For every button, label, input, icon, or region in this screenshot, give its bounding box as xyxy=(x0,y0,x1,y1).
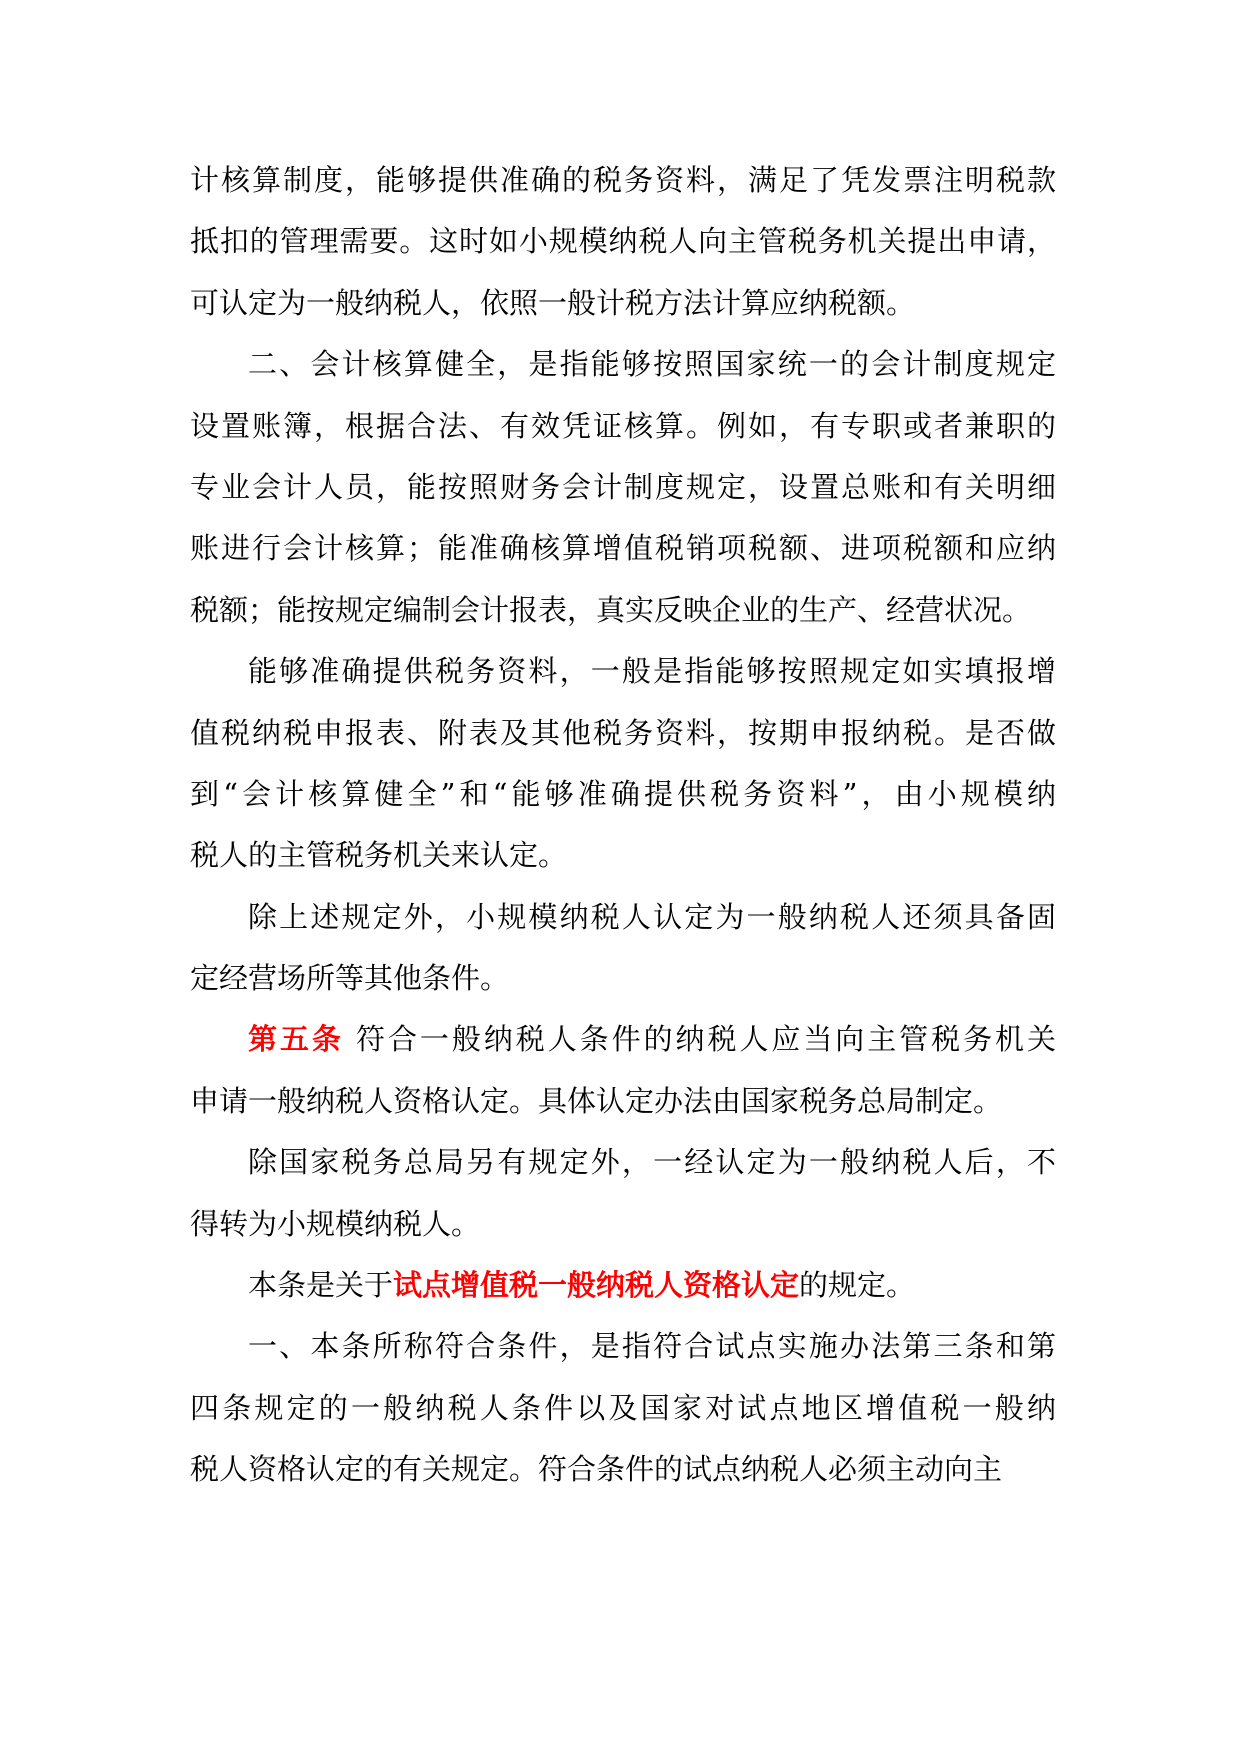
paragraph xyxy=(190,334,1056,641)
paragraph xyxy=(190,641,1056,887)
body-text: 税额；能按规定编制会计报表，真实反映企业的生产、经营状况。 xyxy=(190,592,1032,627)
highlighted-text: 第五条 xyxy=(248,1022,344,1057)
body-text: 到“会计核算健全”和“能够准确提供税务资料”，由小规模纳 xyxy=(190,776,1056,811)
paragraph xyxy=(190,1316,1056,1500)
text-line xyxy=(190,273,1056,334)
text-line xyxy=(190,518,1056,579)
paragraph xyxy=(190,1009,1056,1132)
body-text: 可认定为一般纳税人，依照一般计税方法计算应纳税额。 xyxy=(190,285,916,320)
text-line xyxy=(190,1009,1056,1070)
text-line xyxy=(190,1439,1056,1500)
text-line xyxy=(190,825,1056,886)
text-line xyxy=(190,334,1056,395)
text-line xyxy=(190,948,1056,1009)
body-text: 设置账簿，根据合法、有效凭证核算。例如，有专职或者兼职的 xyxy=(190,408,1056,443)
text-line xyxy=(190,764,1056,825)
body-text: 四条规定的一般纳税人条件以及国家对试点地区增值税一般纳 xyxy=(190,1390,1056,1425)
body-text: 值税纳税申报表、附表及其他税务资料，按期申报纳税。是否做 xyxy=(190,715,1056,750)
text-line xyxy=(190,1378,1056,1439)
text-line xyxy=(190,1132,1056,1193)
body-text: 税人资格认定的有关规定。符合条件的试点纳税人必须主动向主 xyxy=(190,1452,1003,1487)
body-text: 得转为小规模纳税人。 xyxy=(190,1206,481,1241)
body-text: 二、会计核算健全，是指能够按照国家统一的会计制度规定 xyxy=(248,347,1056,382)
body-text: 账进行会计核算；能准确核算增值税销项税额、进项税额和应纳 xyxy=(190,531,1056,566)
body-text: 税人的主管税务机关来认定。 xyxy=(190,838,568,873)
body-text: 专业会计人员，能按照财务会计制度规定，设置总账和有关明细 xyxy=(190,469,1056,504)
text-line xyxy=(190,641,1056,702)
paragraph xyxy=(190,1132,1056,1255)
body-text: 符合一般纳税人条件的纳税人应当向主管税务机关 xyxy=(343,1022,1056,1057)
text-line xyxy=(190,457,1056,518)
body-text: 本条是关于 xyxy=(248,1268,394,1303)
body-text: 抵扣的管理需要。这时如小规模纳税人向主管税务机关提出申请， xyxy=(190,224,1056,259)
text-line xyxy=(190,703,1056,764)
body-text: 申请一般纳税人资格认定。具体认定办法由国家税务总局制定。 xyxy=(190,1083,1003,1118)
body-text: 一、本条所称符合条件，是指符合试点实施办法第三条和第 xyxy=(248,1329,1056,1364)
text-line xyxy=(190,1071,1056,1132)
text-line xyxy=(190,211,1056,272)
body-text: 除国家税务总局另有规定外，一经认定为一般纳税人后，不 xyxy=(248,1145,1056,1180)
text-line xyxy=(190,396,1056,457)
text-line xyxy=(190,150,1056,211)
paragraph xyxy=(190,1255,1056,1316)
text-line xyxy=(190,1316,1056,1377)
highlighted-text: 试点增值税一般纳税人资格认定 xyxy=(393,1268,800,1303)
body-text: 能够准确提供税务资料，一般是指能够按照规定如实填报增 xyxy=(248,654,1056,689)
paragraph xyxy=(190,150,1056,334)
body-text: 定经营场所等其他条件。 xyxy=(190,961,510,996)
text-line xyxy=(190,887,1056,948)
text-line xyxy=(190,1194,1056,1255)
paragraph xyxy=(190,887,1056,1010)
body-text: 计核算制度，能够提供准确的税务资料，满足了凭发票注明税款 xyxy=(190,163,1056,197)
document-page xyxy=(190,150,1056,1501)
text-line xyxy=(190,1255,1056,1316)
text-line xyxy=(190,580,1056,641)
body-text: 的规定。 xyxy=(799,1268,916,1303)
body-text: 除上述规定外，小规模纳税人认定为一般纳税人还须具备固 xyxy=(248,899,1056,934)
